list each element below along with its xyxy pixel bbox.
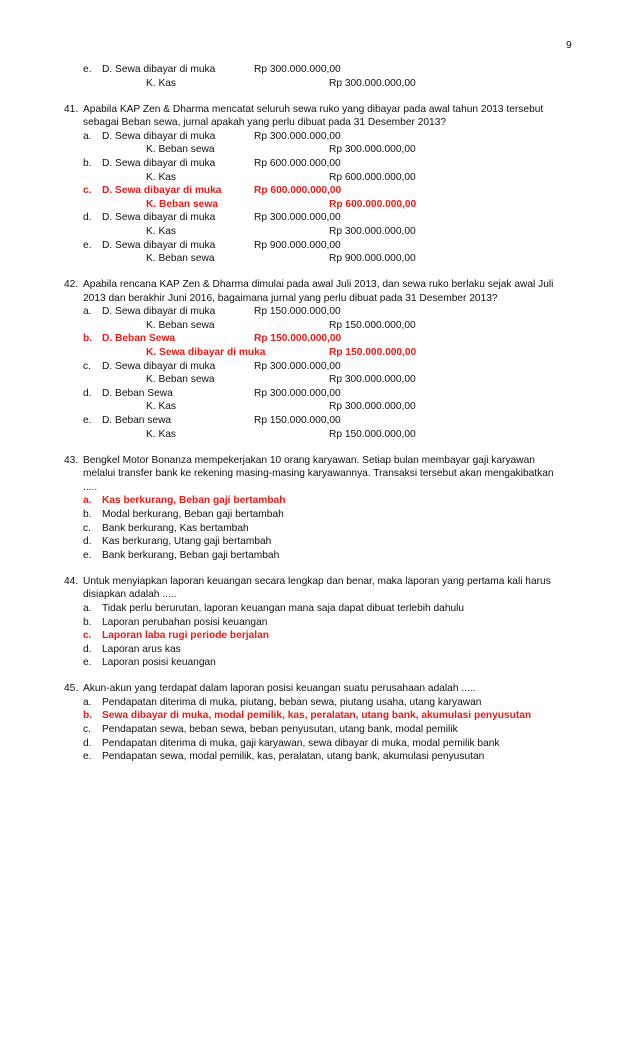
option-a-correct-answer: a. Kas berkurang, Beban gaji bertambah — [83, 495, 286, 507]
option-debit-line: e. D. Sewa dibayar di muka Rp 300.000.000,00 — [83, 64, 341, 75]
question-number: 44. — [64, 575, 79, 587]
question-text: ..... — [83, 481, 98, 493]
option-a: a. D. Sewa dibayar di muka Rp 150.000.000,00 — [83, 306, 341, 318]
option-a: a. Tidak perlu berurutan, laporan keuangan mana saja dapat dibuat terlebih dahulu — [83, 602, 465, 614]
question-text: Untuk menyiapkan laporan keuangan secara lengkap dan benar, maka laporan yang pertama kali harus — [83, 575, 551, 587]
question-text: Apabila rencana KAP Zen & Dharma dimulai pada awal Juli 2013, dan sewa ruko berlaku sejak awal Juli — [83, 279, 554, 291]
option-c-correct-answer: c. D. Sewa dibayar di muka Rp 600.000.000,00 — [83, 185, 342, 197]
option-d: d. Kas berkurang, Utang gaji bertambah — [83, 536, 272, 548]
question-text: 2013 dan berakhir Juni 2016, bagaimana jurnal yang perlu dibuat pada 31 Desember 2013? — [83, 292, 498, 304]
option-d: d. Laporan arus kas — [83, 643, 181, 655]
question-text: melalui transfer bank ke rekening masing-masing karyawannya. Transaksi tersebut akan mengakibatkan — [83, 468, 554, 480]
question-text: sebagai Beban sewa, jurnal apakah yang perlu dibuat pada 31 Desember 2013? — [83, 117, 447, 129]
question-text: Bengkel Motor Bonanza mempekerjakan 10 orang karyawan. Setiap bulan membayar gaji karyawan — [83, 454, 535, 466]
option-d: d. D. Beban Sewa Rp 300.000.000,00 — [83, 387, 341, 399]
question-42: 42. Apabila rencana KAP Zen & Dharma dimulai pada awal Juli 2013, dan sewa ruko berlaku sejak awal Juli 2013 dan berakhir Juni 2016, bagaimana jurnal yang perlu dibuat pada 31 Desember 2013? a. D. Sewa dibayar di muka Rp 150.000.000,00 K. Beban sewa Rp 150.000.000,00 b. D. Beban Sewa Rp 150.000.000,00 K. Sewa dibayar di muka Rp 150.000.000,00 c. D. Sewa dibayar di muka Rp 300.000.000,00 K. Beban sewa Rp 300.000.000,00 d. D. Beban Sewa Rp 300.000.000,00 K. Kas Rp 300.000.000,00 e. D. Beban sewa Rp 150.000.000,00 K. Kas Rp 150.000.000,00 — [64, 278, 584, 441]
option-b: b. Modal berkurang, Beban gaji bertambah — [83, 508, 284, 520]
option-d: d. Pendapatan diterima di muka, gaji karyawan, sewa dibayar di muka, modal pemilik bank — [83, 737, 500, 749]
question-number: 43. — [64, 454, 79, 466]
option-a: a. Pendapatan diterima di muka, piutang, beban sewa, piutang usaha, utang karyawan — [83, 696, 482, 708]
question-45 — [64, 682, 584, 764]
option-c: c. Bank berkurang, Kas bertambah — [83, 522, 249, 534]
question-41: 41. Apabila KAP Zen & Dharma mencatat seluruh sewa ruko yang dibayar pada awal tahun 2013 tersebut sebagai Beban sewa, jurnal apakah yang perlu dibuat pada 31 Desember 2013? a. D. Sewa dibayar di muka Rp 300.000.000,00 K. Beban sewa Rp 300.000.000,00 b. D. Sewa dibayar di muka Rp 600.000.000,00 K. Kas Rp 600.000.000,00 c. D. Sewa dibayar di muka Rp 600.000.000,00 K. Beban sewa Rp 600.000.000,00 d. D. Sewa dibayar di muka Rp 300.000.000,00 K. Kas Rp 300.000.000,00 e. D. Sewa dibayar di muka Rp 900.000.000,00 K. Beban sewa Rp 900.000.000,00 — [64, 103, 584, 266]
option-b-correct-answer: b. Sewa dibayar di muka, modal pemilik, kas, peralatan, utang bank, akumulasi penyusutan — [83, 710, 532, 722]
option-e: e. D. Beban sewa Rp 150.000.000,00 — [83, 415, 341, 427]
option-c: c. Pendapatan sewa, beban sewa, beban penyusutan, utang bank, modal pemilik — [83, 724, 458, 736]
option-c: c. D. Sewa dibayar di muka Rp 300.000.000,00 — [83, 360, 341, 372]
option-e: e. Laporan posisi keuangan — [83, 657, 216, 669]
option-e: e. Bank berkurang, Beban gaji bertambah — [83, 549, 280, 561]
option-e: e. Pendapatan sewa, modal pemilik, kas, peralatan, utang bank, akumulasi penyusutan — [83, 751, 485, 763]
option-e: e. D. Sewa dibayar di muka Rp 900.000.000,00 — [83, 239, 341, 251]
question-44 — [64, 575, 584, 670]
question-number: 42. — [64, 279, 79, 291]
question-number: 41. — [64, 103, 79, 115]
option-b-correct-answer: b. D. Beban Sewa Rp 150.000.000,00 — [83, 333, 342, 345]
option-a: a. D. Sewa dibayar di muka Rp 300.000.000,00 — [83, 130, 341, 142]
question-number: 45. — [64, 683, 79, 695]
question-43 — [64, 454, 584, 563]
page-number: 9 — [566, 39, 572, 51]
option-credit-line: K. Kas Rp 300.000.000,00 — [146, 77, 416, 89]
option-b: b. D. Sewa dibayar di muka Rp 600.000.000,00 — [83, 157, 341, 169]
question-text: Apabila KAP Zen & Dharma mencatat seluruh sewa ruko yang dibayar pada awal tahun 2013 tersebut — [83, 103, 544, 115]
option-b: b. Laporan perubahan posisi keuangan — [83, 616, 268, 628]
option-d: d. D. Sewa dibayar di muka Rp 300.000.000,00 — [83, 212, 341, 224]
question-text: Akun-akun yang terdapat dalam laporan posisi keuangan suatu perusahaan adalah ..... — [83, 683, 476, 695]
document-body — [64, 63, 584, 764]
question-text: disiapkan adalah ..... — [83, 589, 177, 601]
option-c-correct-answer: c. Laporan laba rugi periode berjalan — [83, 630, 269, 642]
